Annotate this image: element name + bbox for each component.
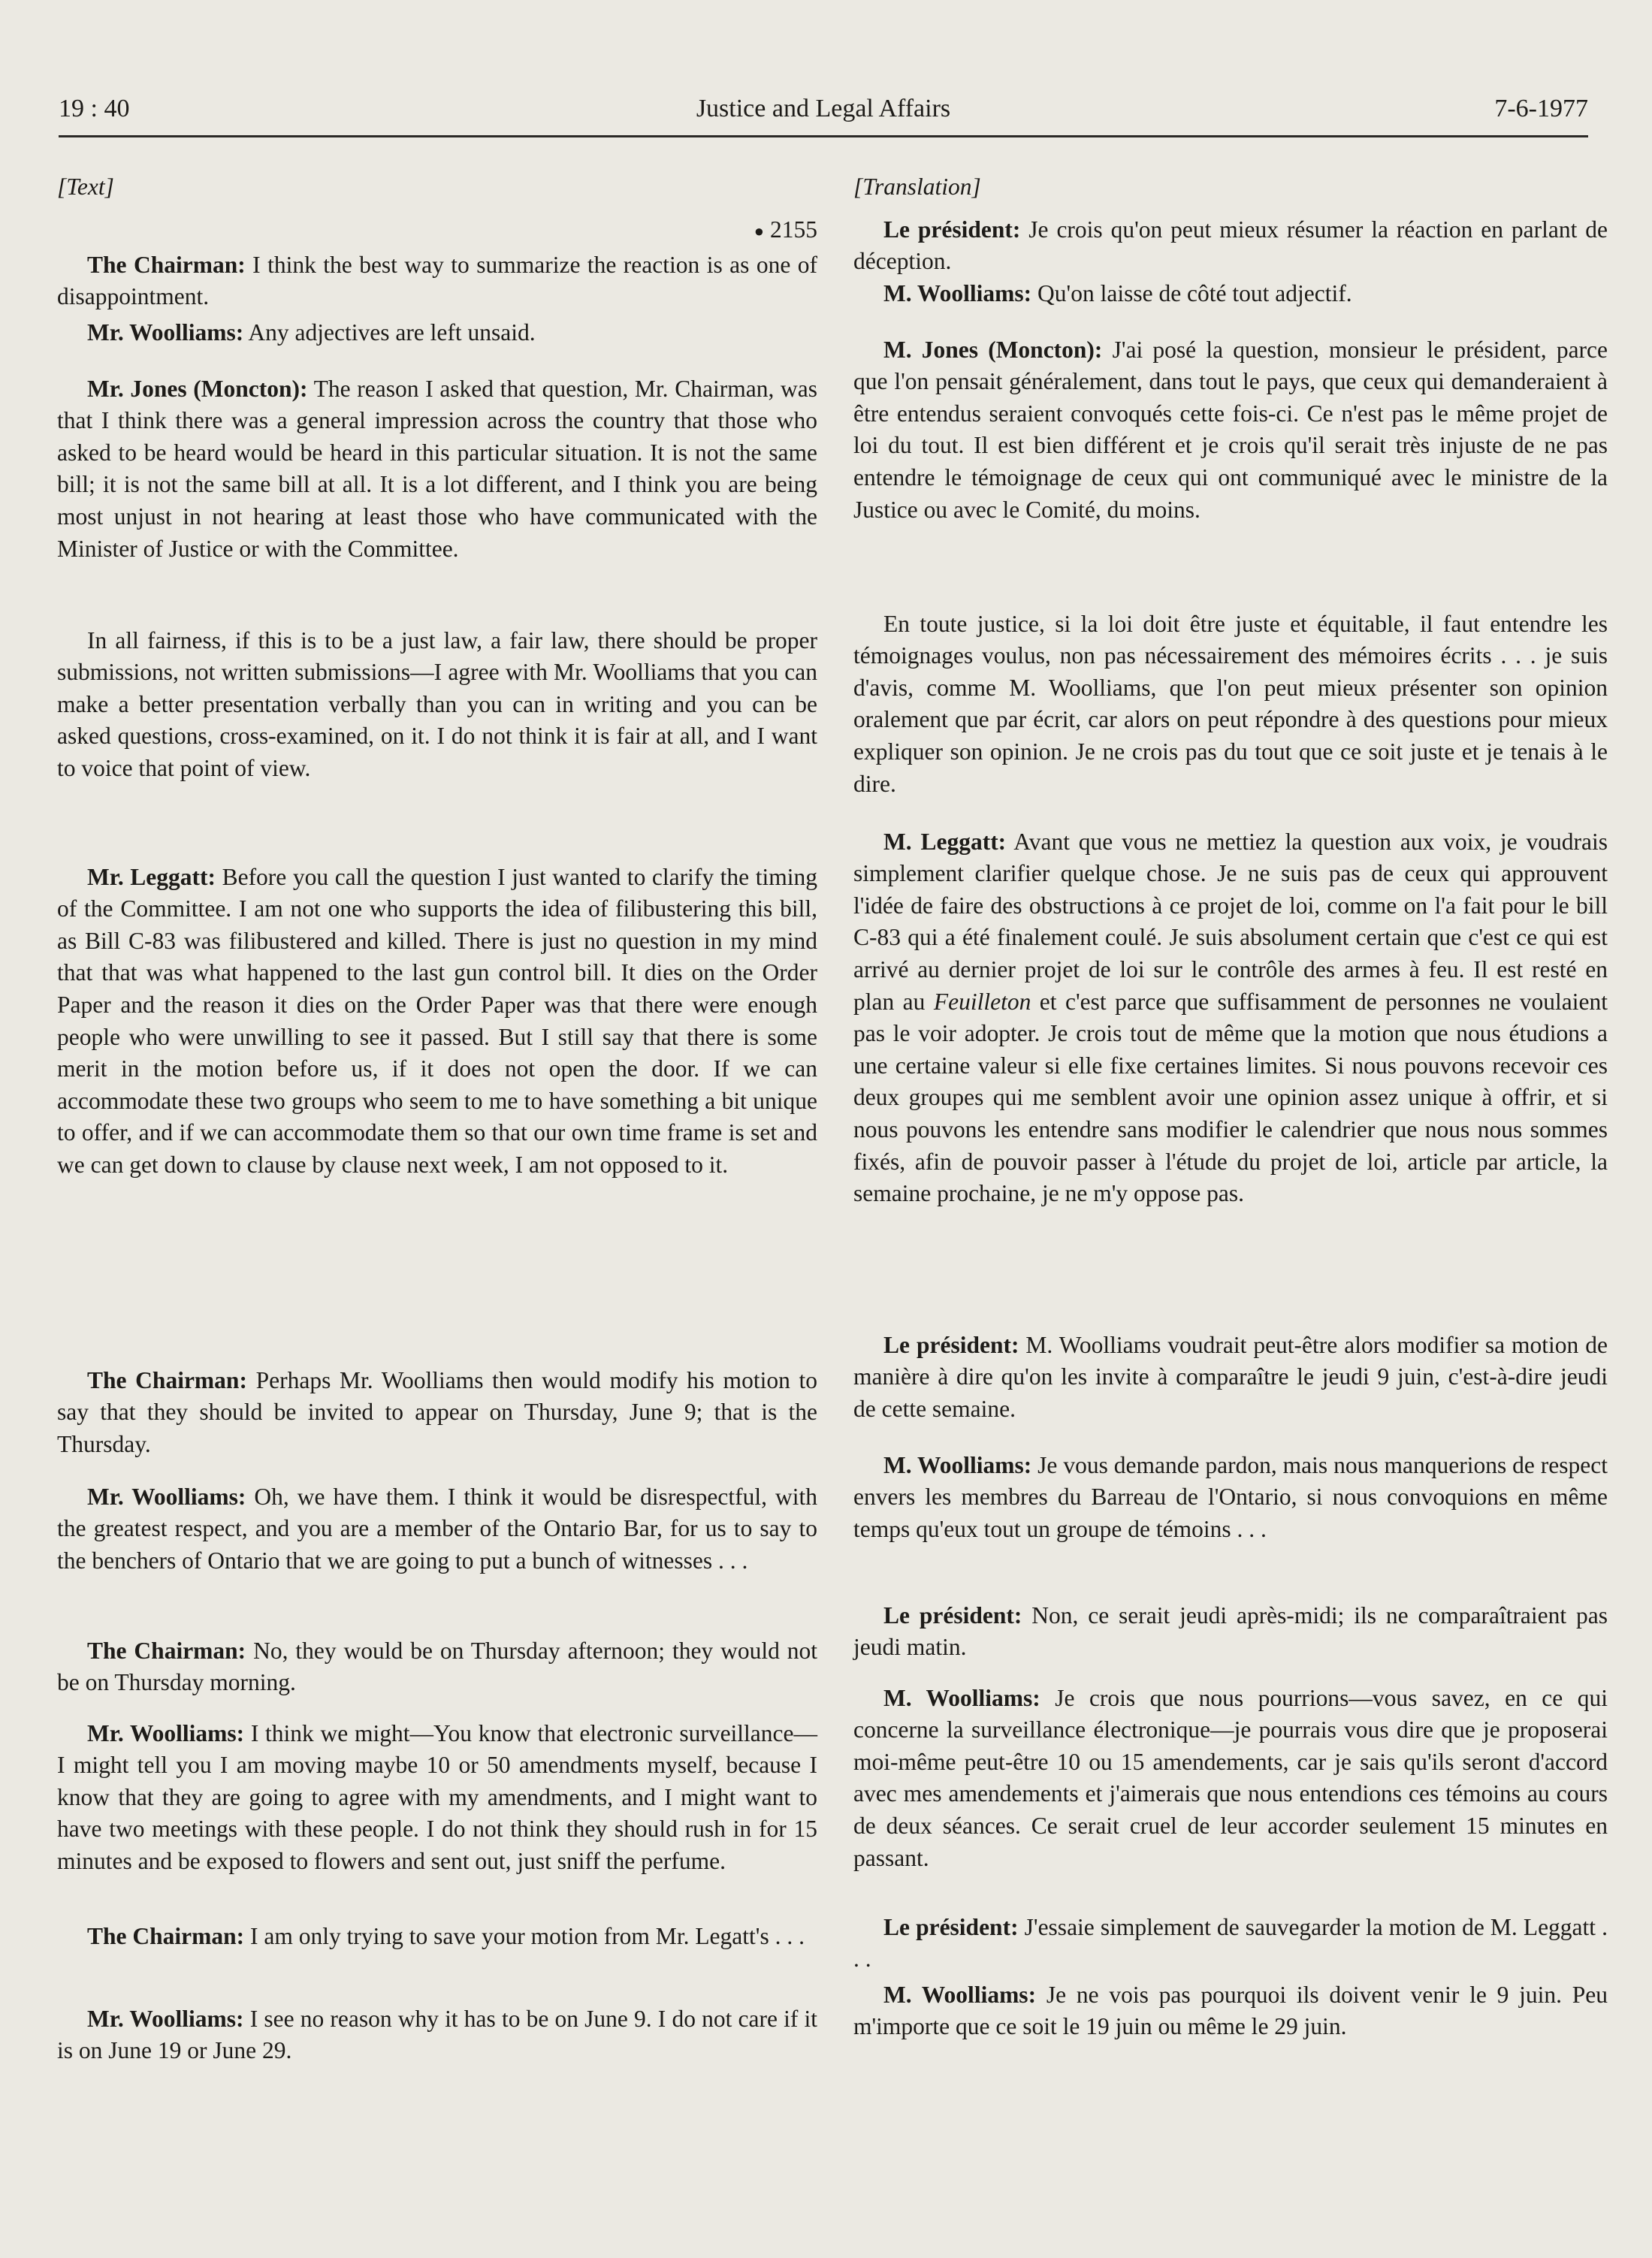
speaker-name: M. Jones (Moncton): (883, 336, 1103, 363)
speaker-name: Mr. Woolliams: (87, 1483, 246, 1510)
bullet-icon: ● (754, 222, 764, 241)
speech-paragraph (853, 1330, 1608, 1426)
speech-paragraph (853, 1979, 1608, 2043)
speech-paragraph (57, 1635, 817, 1699)
speaker-name: Le président: (883, 1331, 1019, 1358)
speech-text: Je vous demande pardon, mais nous manquerions de respect envers les membres du Barreau de l'Ontario, si nous convoquions en même temps qu'eux tout un groupe de témoins . . . (853, 1451, 1608, 1542)
speaker-name: Le président: (883, 216, 1021, 243)
speaker-name: The Chairman: (87, 1637, 246, 1664)
speaker-name: M. Woolliams: (883, 1684, 1040, 1711)
speaker-name: M. Woolliams: (883, 1451, 1032, 1478)
speech-text: Je crois que nous pourrions—vous savez, en ce qui concerne la surveillance électronique—je pourrais vous dire que je proposerai moi-même peut-être 10 ou 15 amendements, car je sais qu'ils seront d'accord avec mes amendements et j'aimerais que nous entendions ces témoins au cours de deux séances. Ce serait cruel de leur accorder seulement 15 minutes en passant. (853, 1684, 1608, 1871)
page-header (59, 92, 1588, 137)
page-number: 19 : 40 (59, 95, 130, 122)
speaker-name: Mr. Leggatt: (87, 863, 216, 890)
speaker-name: Mr. Woolliams: (87, 318, 244, 346)
italic-term: Feuilleton (933, 988, 1031, 1015)
speech-text: J'essaie simplement de sauvegarder la motion de M. Leggatt . . . (853, 1913, 1608, 1973)
speech-paragraph (57, 862, 817, 1182)
speech-paragraph (57, 1718, 817, 1878)
speech-text: Je ne vois pas pourquoi ils doivent venir le 9 juin. Peu m'importe que ce soit le 19 juin ou même le 29 juin. (853, 1981, 1608, 2040)
speech-text: I see no reason why it has to be on June 9. I do not care if it is on June 19 or June 29. (57, 2005, 817, 2064)
speech-text: J'ai posé la question, monsieur le président, parce que l'on pensait généralement, dans tout le pays, que ceux qui demanderaient à être entendus seraient convoqués cette fois-ci. Ce n'est pas le même projet de loi du tout. Il est bien différent et je crois qu'il serait très injuste de ne pas entendre le témoignage de ceux qui ont communiqué avec le ministre de la Justice ou avec le Comité, du moins. (853, 336, 1608, 523)
speaker-name: M. Woolliams: (883, 279, 1032, 306)
speaker-name: Le président: (883, 1913, 1019, 1940)
speech-text: I am only trying to save your motion from Mr. Legatt's . . . (244, 1922, 805, 1949)
speaker-name: Mr. Jones (Moncton): (87, 375, 308, 402)
speech-paragraph (853, 214, 1608, 278)
time-marker (57, 214, 817, 248)
speech-text: The reason I asked that question, Mr. Chairman, was that I think there was a general impression across the country that those who asked to be heard would be heard in this particular situation. It is not the same bill; it is not the same bill at all. It is a lot different, and I think you are being most unjust in not hearing at least those who have communicated with the Minister of Justice or with the Committee. (57, 375, 817, 562)
speech-paragraph (57, 373, 817, 566)
speech-paragraph (57, 625, 817, 785)
translation-label: [Translation] (853, 174, 981, 200)
speaker-name: The Chairman: (87, 1922, 245, 1949)
speaker-name: M. Woolliams: (883, 1981, 1037, 2008)
time-marker-value: 2155 (770, 216, 817, 243)
speaker-name: Mr. Woolliams: (87, 1719, 245, 1746)
speech-text: I think the best way to summarize the reaction is as one of disappointment. (57, 251, 817, 310)
speech-text-continued: et c'est parce que suffisamment de personnes ne voulaient pas le voir adopter. Je crois tout de même que la motion que nous étudions a une certaine valeur si elle fixe certaines limites. Si nous pouvons recevoir ces deux groupes qui me semblent avoir une opinion assez unique à offrir, et si nous pouvons les entendre sans modifier le calendrier que nous nous sommes fixés, afin de pouvoir passer à l'étude du projet de loi, article par article, la semaine prochaine, je ne m'y oppose pas. (853, 988, 1608, 1207)
running-title: Justice and Legal Affairs (696, 95, 951, 122)
speech-paragraph (853, 1450, 1608, 1546)
speech-paragraph (57, 249, 817, 313)
speech-paragraph (853, 1912, 1608, 1976)
text-label: [Text] (57, 174, 114, 200)
speech-text: Avant que vous ne mettiez la question aux voix, je voudrais simplement clarifier quelque chose. Je ne suis pas de ceux qui approuvent l'idée de faire des obstructions à ce projet de loi, comme on l'a fait pour le bill C-83 qui a été finalement coulé. Je suis absolument certain que c'est ce qui est arrivé au dernier projet de loi sur le contrôle des armes à feu. Il est resté en plan au (853, 828, 1608, 1015)
speech-paragraph (853, 1683, 1608, 1875)
speech-paragraph (57, 1365, 817, 1461)
speech-paragraph (57, 1921, 817, 1953)
speech-text: Perhaps Mr. Woolliams then would modify his motion to say that they should be invited to appear on Thursday, June 9; that is the Thursday. (57, 1366, 817, 1457)
speech-text: Je crois qu'on peut mieux résumer la réaction en parlant de déception. (853, 216, 1608, 275)
page-date: 7-6-1977 (1494, 95, 1588, 122)
speech-text: No, they would be on Thursday afternoon; they would not be on Thursday morning. (57, 1637, 818, 1696)
left-column (57, 171, 818, 2064)
speech-text: M. Woolliams voudrait peut-être alors modifier sa motion de manière à dire qu'on les invite à comparaître le jeudi 9 juin, c'est-à-dire jeudi de cette semaine. (853, 1331, 1608, 1422)
speech-text: Oh, we have them. I think it would be disrespectful, with the greatest respect, and you are a member of the Ontario Bar, for us to say to the benchers of Ontario that we are going to put a bunch of witnesses . . . (57, 1483, 817, 1574)
speech-paragraph (853, 334, 1608, 527)
speech-text: En toute justice, si la loi doit être juste et équitable, il faut entendre les témoignages voulus, non pas nécessairement des mémoires écrits . . . je suis d'avis, comme M. Woolliams, que l'on peut mieux présenter son opinion oralement que par écrit, car alors on peut répondre à des questions pour mieux expliquer son opinion. Je ne crois pas du tout que ce soit juste et je tenais à le dire. (853, 610, 1608, 797)
speech-text: Any adjectives are left unsaid. (243, 318, 536, 346)
speaker-name: The Chairman: (87, 1366, 247, 1393)
speaker-name: Mr. Woolliams: (87, 2005, 244, 2032)
speech-paragraph (57, 317, 817, 349)
speech-paragraph (57, 2003, 817, 2067)
speech-text: In all fairness, if this is to be a just law, a fair law, there should be proper submissions, not written submissions—I agree with Mr. Woolliams that you can make a better presentation verbally than you can in writing and you can be asked questions, cross-examined, on it. I do not think it is fair at all, and I want to voice that point of view. (57, 626, 817, 782)
speaker-name: Le président: (883, 1601, 1022, 1629)
speech-text: Non, ce serait jeudi après-midi; ils ne comparaîtraient pas jeudi matin. (853, 1601, 1608, 1661)
speech-paragraph (853, 608, 1608, 801)
speech-paragraph (57, 1481, 817, 1577)
speaker-name: M. Leggatt: (883, 828, 1007, 855)
speech-paragraph (853, 278, 1608, 310)
speech-text: Before you call the question I just wanted to clarify the timing of the Committee. I am not one who supports the idea of filibustering this bill, as Bill C-83 was filibustered and killed. There is just no question in my mind that that was what happened to the last gun control bill. It dies on the Order Paper and the reason it dies on the Order Paper was that there were enough people who were unwilling to see it passed. But I still say that there is some merit in the motion before us, if it does not open the door. If we can accommodate these two groups who seem to me to have something a bit unique to offer, and if we can accommodate them so that our own time frame is set and we can get down to clause by clause next week, I am not opposed to it. (57, 863, 817, 1178)
speaker-name: The Chairman: (87, 251, 246, 278)
right-column (853, 171, 1608, 2040)
speech-text: Qu'on laisse de côté tout adjectif. (1031, 279, 1352, 306)
speech-paragraph (853, 826, 1608, 1210)
speech-text: I think we might—You know that electronic surveillance—I might tell you I am moving maybe 10 or 50 amendments myself, because I know that they are going to agree with my amendments, and I might want to have two meetings with these people. I do not think they should rush in for 15 minutes and be exposed to flowers and sent out, just sniff the perfume. (57, 1719, 817, 1875)
speech-paragraph (853, 1600, 1608, 1664)
